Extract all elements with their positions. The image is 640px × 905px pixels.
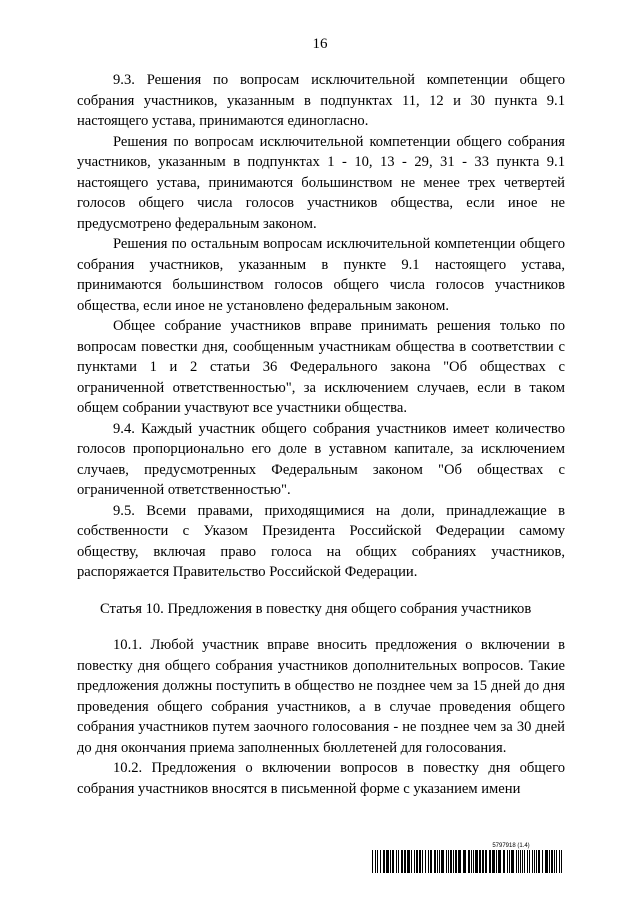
paragraph-10-1: 10.1. Любой участник вправе вносить предложения о включении в повестку дня общего собрания участников дополнительных вопросов. Такие предложения должны поступить в общество не позднее чем за 15 дней до дня проведения общего собрания участников, а в случае проведения общего собрания участников путем заочного голосования - не позднее чем за 30 дней до дня окончания приема заполненных бюллетеней для голосования. bbox=[77, 637, 565, 756]
paragraph-9-4: 9.4. Каждый участник общего собрания участников имеет количество голосов пропорционально его доле в уставном капитале, за исключением случаев, предусмотренных Федеральным законом "Об обществах с ограниченной ответственностью". bbox=[77, 420, 565, 498]
page-number: 16 bbox=[312, 36, 328, 52]
paragraph-10-2: 10.2. Предложения о включении вопросов в повестку дня общего собрания участников вносятся в письменной форме с указанием имени bbox=[77, 760, 565, 797]
paragraph-9-3: 9.3. Решения по вопросам исключительной компетенции общего собрания участников, указанным в подпунктах 11, 12 и 30 пункта 9.1 настоящего устава, принимаются единогласно. bbox=[77, 72, 565, 129]
paragraph-9-5: 9.5. Всеми правами, приходящимися на доли, принадлежащие в собственности с Указом Президента Российской Федерации самому обществу, включая право голоса на общих собраниях участников, распоряжается Правительство Российской Федерации. bbox=[77, 502, 565, 580]
paragraph-majority-three-quarters: Решения по вопросам исключительной компетенции общего собрания участников, указанным в подпунктах 1 - 10, 13 - 29, 31 - 33 пункта 9.1 настоящего устава, принимаются большинством не менее трех четвертей голосов общего числа голосов участников общества, если иное не предусмотрено федеральным законом. bbox=[77, 133, 565, 232]
barcode-image bbox=[372, 850, 562, 873]
body-text bbox=[77, 70, 565, 799]
paragraph-agenda-only: Общее собрание участников вправе принимать решения только по вопросам повестки дня, сообщенным участникам общества в соответствии с пунктами 1 и 2 статьи 36 Федерального закона "Об обществах с ограниченной ответственностью", за исключением случаев, если в таком общем собрании участвуют все участники общества. bbox=[77, 318, 565, 416]
paragraph-other-questions: Решения по остальным вопросам исключительной компетенции общего собрания участников, указанным в пункте 9.1 настоящего устава, принимаются большинством голосов общего числа голосов участников общества, если иное не установлено федеральным законом. bbox=[77, 236, 565, 314]
article-10-heading: Статья 10. Предложения в повестку дня общего собрания участников bbox=[100, 600, 532, 617]
barcode-caption: 5797918 (1.4) bbox=[492, 843, 530, 849]
